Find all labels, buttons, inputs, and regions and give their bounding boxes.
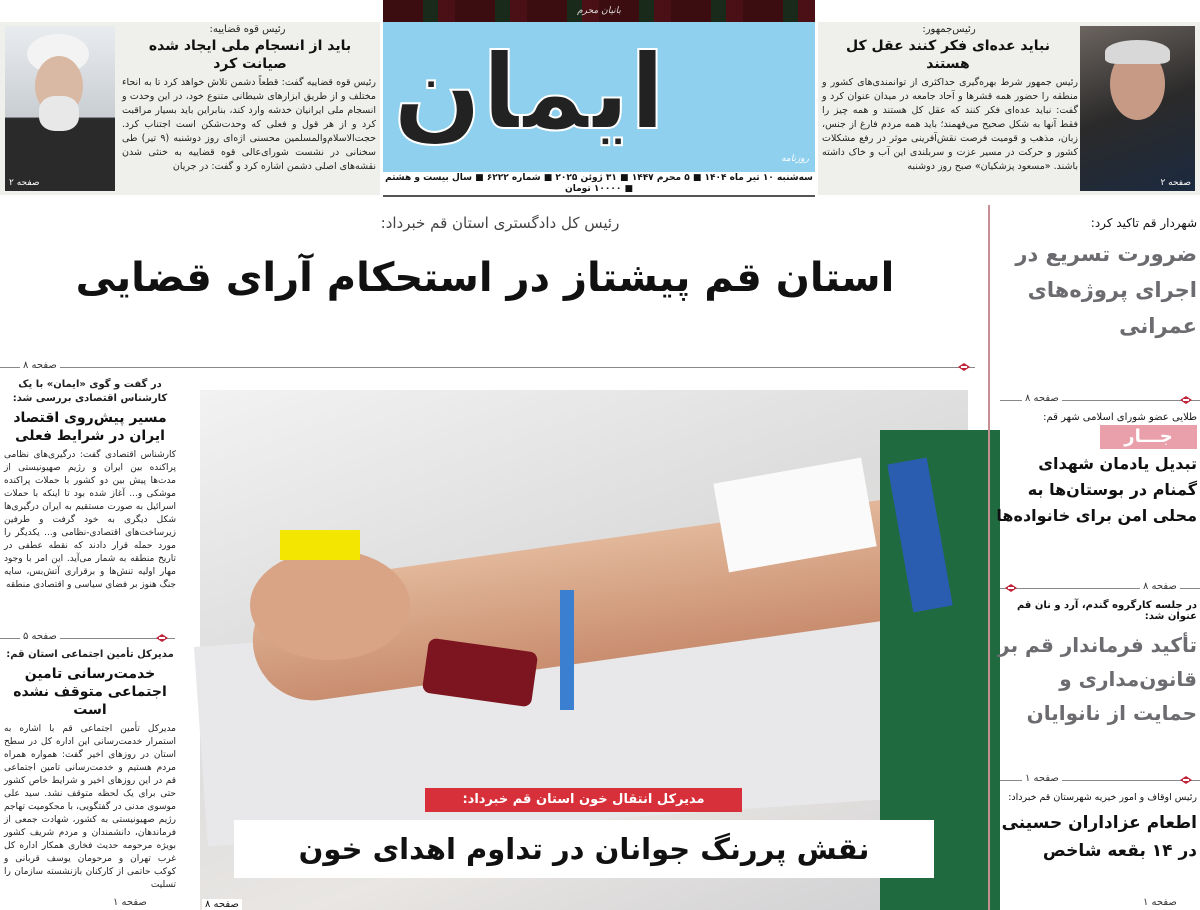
blood-donation-photo[interactable] — [200, 390, 968, 910]
page-ref: صفحه ۱ — [1022, 773, 1062, 784]
page-ref: صفحه ۱ — [1140, 897, 1180, 908]
diamond-icon — [156, 634, 168, 642]
left-story-2[interactable] — [0, 648, 180, 890]
mourning-banner — [383, 0, 815, 22]
kicker: رئیس‌جمهور: — [922, 24, 976, 35]
headline: نباید عده‌ای فکر کنند عقل کل هستند — [846, 38, 1050, 72]
headline: مسیر پیش‌روی اقتصاد ایران در شرایط فعلی — [13, 410, 167, 444]
body-text: مدیرکل تأمین اجتماعی قم با اشاره به استمرار خدمت‌رسانی این اداره کل در سطح استان در روزهای اخیر گفت: همواره همراه مردم هستیم و خدمت‌رسانی تامین اجتماعی قم در این روزهای اخیر و شرایط خاص کشور حتی برای یک لحظه متوقف نشد. سید علی موسوی مدنی در گفتگویی، با محکومیت تهاجم رژیم صهیونیستی به کشور، شهادت جمعی از فرماندهان، دانشمندان و مردم شریف کشور بویژه مرحومه حدیث فخاری همکار اداره کل غرب تهران و مرحومان یوسف قربانی و کوکب حاتمی از کارکنان بازنشسته سازمان را تسلیت — [4, 724, 176, 890]
kicker: رئیس اوقاف و امور خیریه شهرستان قم خبرداد: — [1008, 792, 1197, 803]
headline: ضرورت تسریع در اجرای پروژه‌های عمرانی — [1015, 242, 1197, 338]
diamond-icon — [958, 363, 970, 371]
page-ref: صفحه ۱ — [110, 897, 150, 908]
lead-kicker: رئیس کل دادگستری استان قم خبرداد: — [380, 214, 620, 232]
headline: باید از انسجام ملی ایجاد شده صیانت کرد — [148, 38, 352, 72]
photo-kicker — [425, 788, 742, 812]
masthead-logo — [383, 22, 815, 172]
body-text: رئیس قوه قضاییه گفت: قطعاً دشمن تلاش خواهد کرد تا به انحاء مختلف و از طریق ابزارهای شیطانی متنوع خود، در این وحدت و انسجام ملی ایرانیان خدشه وارد کند، بنابراین باید بسیار مراقبت کرد و از هر قول و فعلی که وحدت‌شکن است اجتناب کرد. حجت‌الاسلام‌والمسلمین محسنی اژه‌ای روز دوشنبه (۹ تیر) طی سخنانی در نشست شورای‌عالی قوه قضاییه به خنثی شدن نقشه‌های اصلی دشمن اشاره کرد و گفت: در جریان — [122, 77, 376, 172]
body-text: رئیس جمهور شرط بهره‌گیری حداکثری از توانمندی‌های کشور و منطقه را حضور همه قشرها و آحاد جامعه در میدان عنوان کرد و گفت: نباید عده‌ای فکر کنند که عقل کل هستند و همه چیز را فقط آنها به شکل صحیح می‌فهمند؛ باید همه مردم فارغ از جنس، زبان، مذهب و قومیت فرصت نقش‌آفرینی موثر در رفع مشکلات کشور و حرکت در مسیر عزت و سربلندی این آب و خاک داشته باشند. «مسعود پزشکیان» صبح روز دوشنبه — [822, 77, 1078, 172]
dateline — [383, 173, 815, 197]
lead-divider — [0, 367, 975, 368]
kicker: شهردار قم تاکید کرد: — [1090, 216, 1197, 230]
logo-subtitle: روزنامه — [781, 154, 809, 164]
kicker: در گفت و گوی «ایمان» با یک کارشناس اقتصادی بررسی شد: — [12, 379, 168, 404]
top-right-story[interactable] — [818, 22, 1200, 195]
logo-text: ایمان — [393, 31, 666, 153]
kicker: رئیس قوه قضاییه: — [209, 24, 286, 35]
right-story-3[interactable] — [995, 600, 1197, 730]
diamond-icon — [1005, 584, 1017, 592]
diamond-icon — [1180, 396, 1192, 404]
headline: تبدیل یادمان شهدای گمنام در بوستان‌ها به محلی امن برای خانواده‌ها — [996, 454, 1197, 525]
judiciary-chief-photo — [5, 26, 115, 191]
right-story-1[interactable] — [995, 216, 1197, 344]
right-story-4[interactable] — [995, 792, 1197, 865]
left-story-1[interactable] — [0, 378, 180, 621]
page-ref: صفحه ۸ — [20, 360, 60, 371]
right-story-2[interactable] — [995, 412, 1197, 529]
photo-headline — [234, 820, 934, 878]
page-ref: صفحه ۲ — [1160, 178, 1191, 188]
page-ref: صفحه ۲ — [9, 178, 40, 188]
column-rule — [988, 205, 990, 910]
page-ref: صفحه ۵ — [20, 631, 60, 642]
kicker: طلایی عضو شورای اسلامی شهر قم: — [1043, 412, 1197, 423]
headline: خدمت‌رسانی تامین اجتماعی متوقف نشده است — [13, 666, 167, 718]
diamond-icon — [1180, 776, 1192, 784]
lead-headline[interactable]: استان قم پیشتاز در استحکام آرای قضایی — [75, 255, 895, 301]
page-ref: صفحه ۸ — [1022, 393, 1062, 404]
page-ref: صفحه ۸ — [1140, 581, 1180, 592]
body-text: کارشناس اقتصادی گفت: درگیری‌های نظامی پراکنده بین ایران و رژیم صهیونیستی از مدت‌ها پیش بین دو کشور با حملات پراکنده موشکی و... آغاز شده بود تا اینکه با حملات اسرائیل به صورت مستقیم به ایران درگیری‌ها شکل دیگری به خود گرفت و طرفین زیرساخت‌های اقتصادی-نظامی و... یکدیگر را مورد حمله قرار دادند که نقطه عطفی در تاریخ منطقه به شمار می‌آید. این امر با وجود مهار اولیه تنش‌ها و برقراری آتش‌بس، سایه جنگ هنوز بر فضای سیاسی و اقتصادی منطقه — [4, 450, 176, 590]
headline: اطعام عزاداران حسینی در ۱۴ بقعه شاخص — [1001, 813, 1197, 861]
headline: تأکید فرماندار قم بر قانون‌مداری و حمایت از نانوایان — [998, 633, 1197, 725]
banner-text: بانیان محرم — [577, 6, 621, 16]
page-ref: صفحه ۸ — [202, 899, 242, 910]
kicker: در جلسه کارگروه گندم، آرد و نان قم عنوان شد: — [1016, 600, 1197, 622]
kicker: مدیرکل تأمین اجتماعی استان قم: — [6, 649, 174, 660]
jar-badge: جـــار — [1100, 425, 1197, 449]
photo-kicker-text: مدیرکل انتقال خون استان قم خبرداد: — [462, 792, 705, 807]
president-photo — [1080, 26, 1195, 191]
dateline-text: سه‌شنبه ۱۰ تیر ماه ۱۴۰۴ ■ ۵ محرم ۱۴۴۷ ■ ۳۱ ژوئن ۲۰۲۵ ■ شماره ۶۲۲۲ ■ سال بیست و هشتم ■ ۱۰۰۰۰ تومان — [385, 173, 813, 194]
top-left-story[interactable] — [0, 22, 380, 195]
photo-headline-text: نقش پررنگ جوانان در تداوم اهدای خون — [298, 832, 870, 866]
